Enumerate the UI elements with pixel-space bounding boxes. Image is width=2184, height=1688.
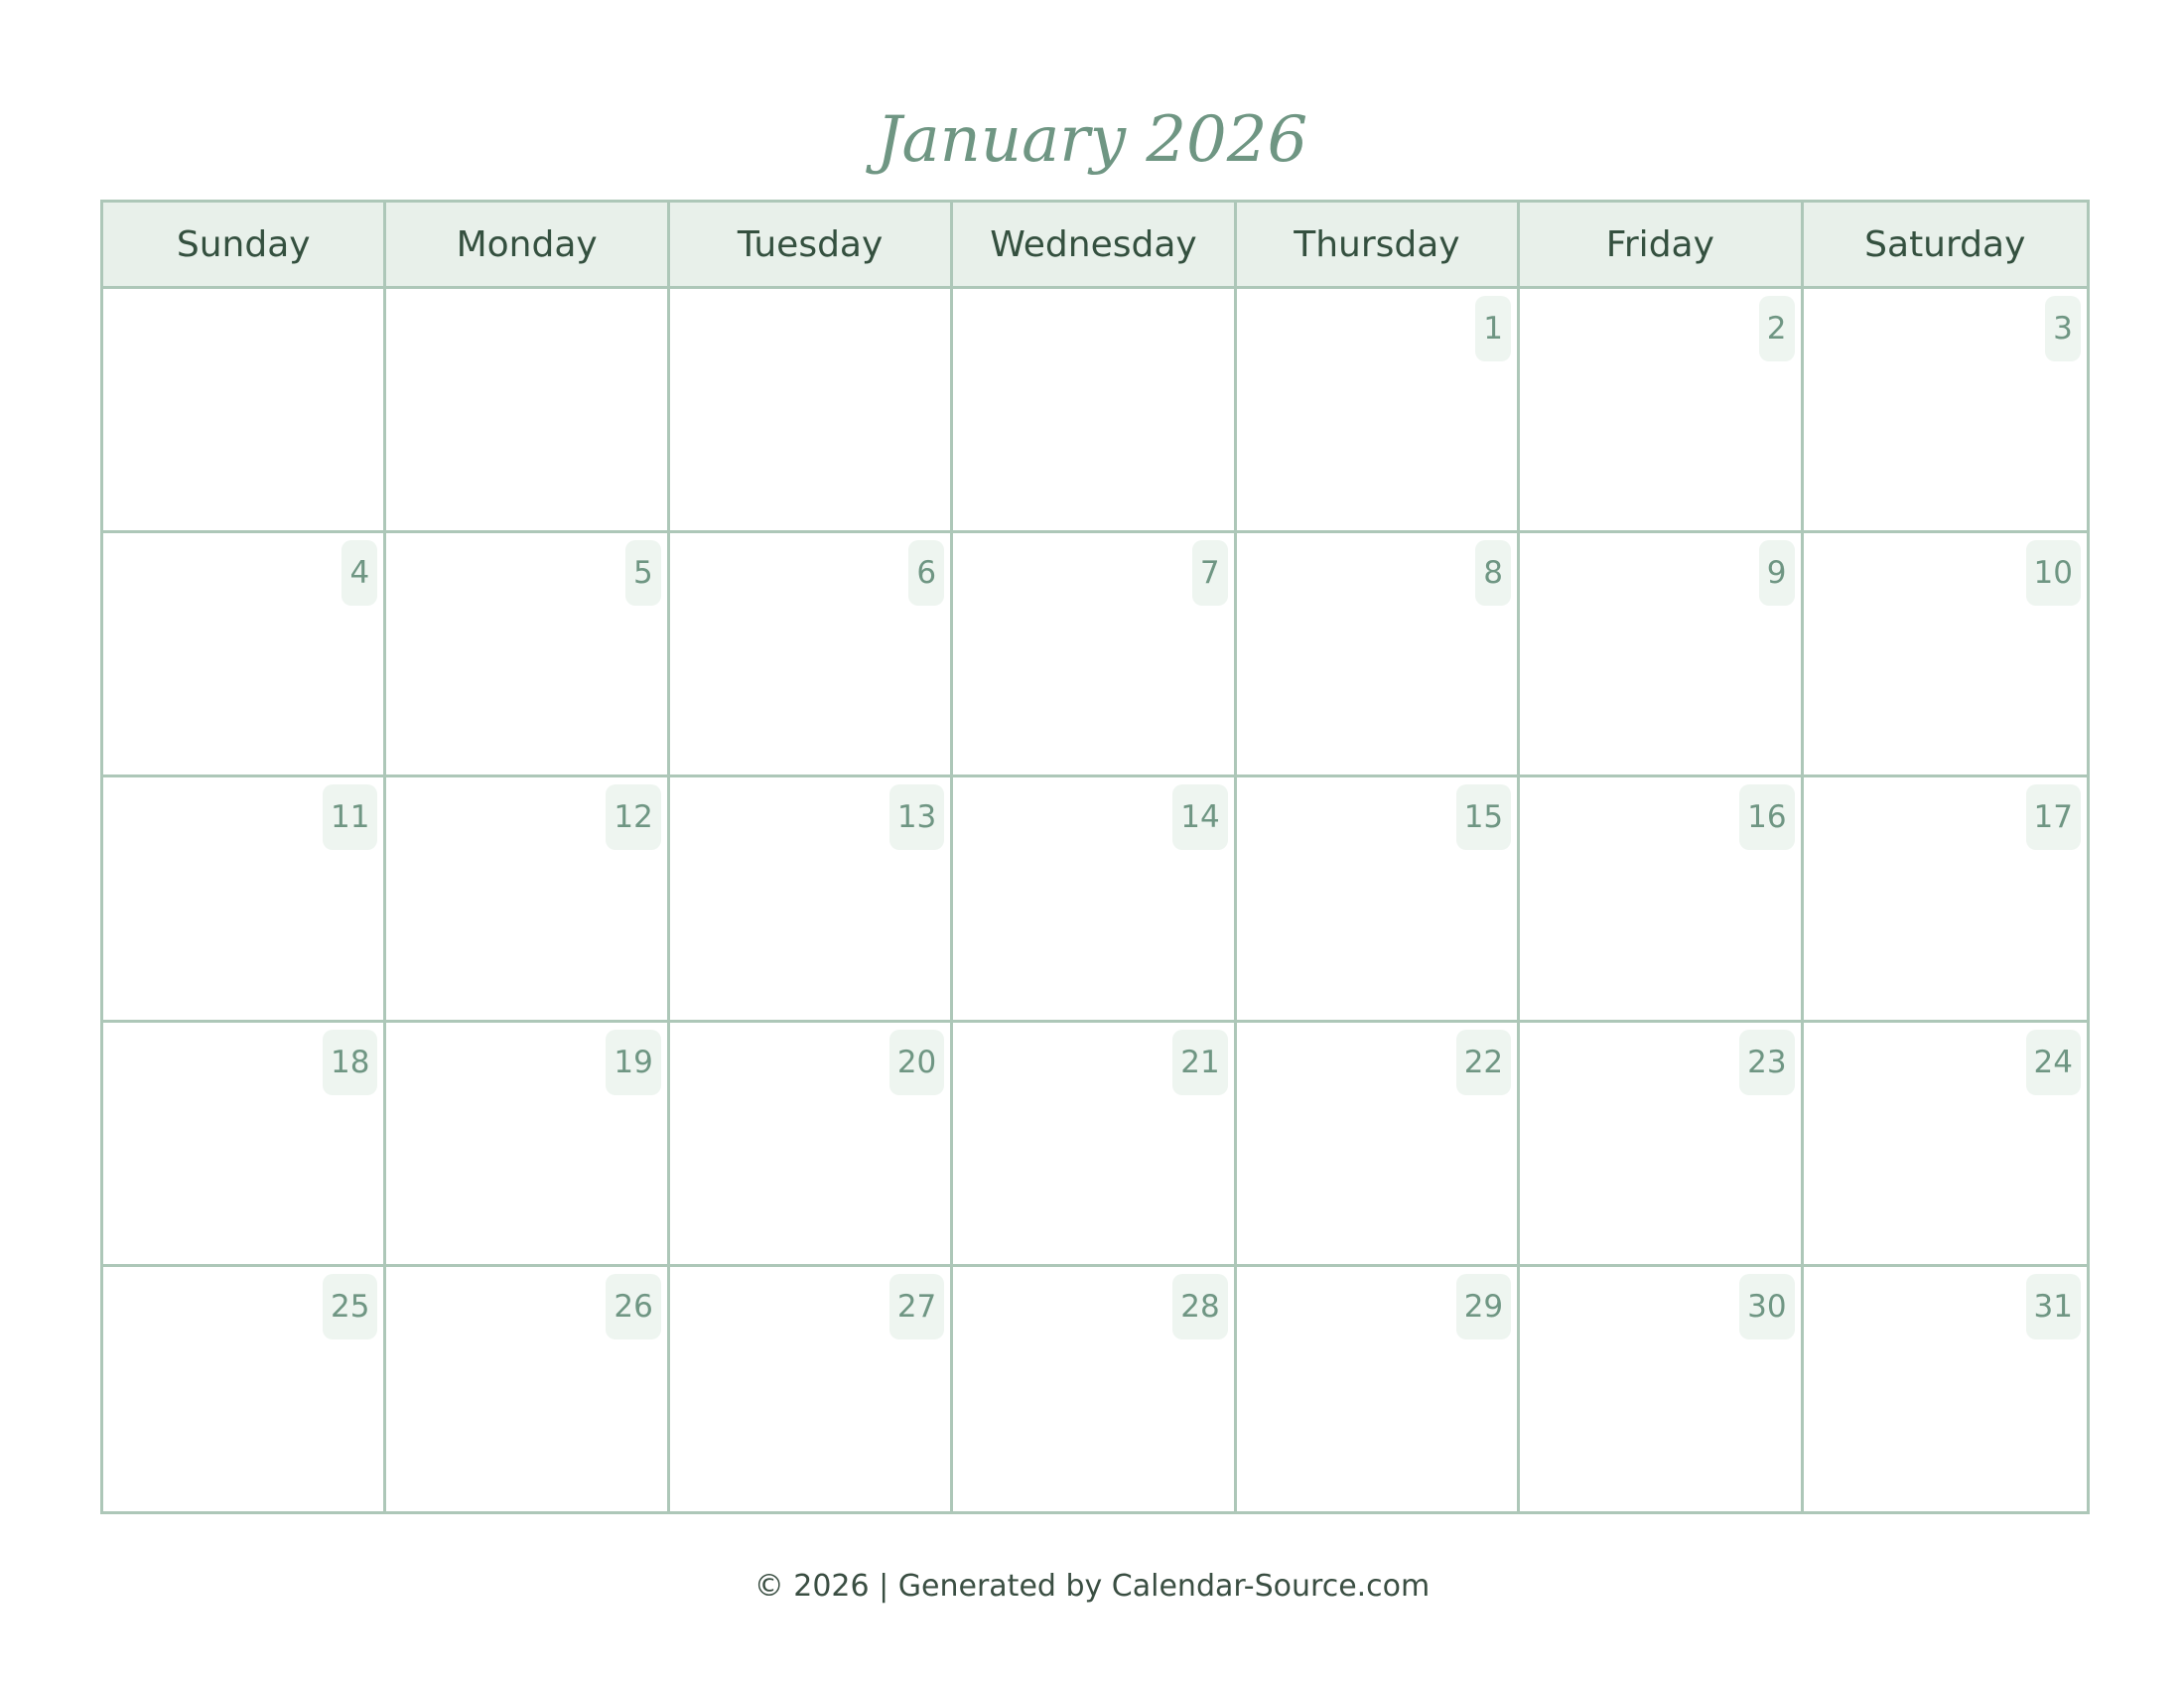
day-cell (1804, 777, 2087, 1022)
day-cell (953, 289, 1236, 533)
day-number: 7 (1192, 540, 1228, 606)
day-number: 16 (1739, 784, 1794, 850)
day-number: 20 (889, 1030, 944, 1095)
day-number: 13 (889, 784, 944, 850)
day-cell (953, 1267, 1236, 1511)
day-cell (1520, 533, 1803, 777)
day-number: 17 (2026, 784, 2081, 850)
day-number: 11 (323, 784, 377, 850)
weekday-header-monday: Monday (386, 203, 669, 289)
day-number: 28 (1172, 1274, 1227, 1339)
day-cell (1520, 1023, 1803, 1267)
day-cell (103, 1023, 386, 1267)
day-number: 21 (1172, 1030, 1227, 1095)
day-number: 1 (1475, 296, 1511, 361)
day-number: 9 (1759, 540, 1795, 606)
calendar-title: January 2026 (876, 103, 1308, 177)
day-cell (103, 1267, 386, 1511)
day-cell (103, 777, 386, 1022)
day-number: 23 (1739, 1030, 1794, 1095)
day-number: 25 (323, 1274, 377, 1339)
day-number: 30 (1739, 1274, 1794, 1339)
day-cell (103, 533, 386, 777)
day-number: 19 (606, 1030, 660, 1095)
day-cell (670, 1023, 953, 1267)
weekday-header-tuesday: Tuesday (670, 203, 953, 289)
day-cell (103, 289, 386, 533)
weekday-header-wednesday: Wednesday (953, 203, 1236, 289)
day-cell (1804, 533, 2087, 777)
day-cell (953, 777, 1236, 1022)
day-cell (1237, 289, 1520, 533)
day-number: 4 (341, 540, 377, 606)
day-number: 29 (1456, 1274, 1511, 1339)
day-cell (1520, 1267, 1803, 1511)
day-cell (953, 533, 1236, 777)
day-number: 8 (1475, 540, 1511, 606)
day-number: 24 (2026, 1030, 2081, 1095)
day-number: 18 (323, 1030, 377, 1095)
day-number: 14 (1172, 784, 1227, 850)
day-cell (386, 1023, 669, 1267)
weekday-header-thursday: Thursday (1237, 203, 1520, 289)
day-cell (1237, 1267, 1520, 1511)
day-cell (1520, 777, 1803, 1022)
day-cell (1520, 289, 1803, 533)
day-cell (386, 1267, 669, 1511)
day-number: 5 (625, 540, 661, 606)
day-cell (386, 777, 669, 1022)
day-cell (1237, 1023, 1520, 1267)
day-cell (1237, 777, 1520, 1022)
day-number: 10 (2026, 540, 2081, 606)
day-cell (386, 289, 669, 533)
weekday-header-sunday: Sunday (103, 203, 386, 289)
day-number: 6 (908, 540, 944, 606)
day-cell (670, 1267, 953, 1511)
calendar-grid (100, 200, 2090, 1514)
day-cell (953, 1023, 1236, 1267)
weekday-header-saturday: Saturday (1804, 203, 2087, 289)
day-cell (670, 533, 953, 777)
weekday-header-friday: Friday (1520, 203, 1803, 289)
day-cell (1804, 289, 2087, 533)
day-number: 2 (1759, 296, 1795, 361)
day-cell (386, 533, 669, 777)
day-number: 12 (606, 784, 660, 850)
footer-credit: © 2026 | Generated by Calendar-Source.com (753, 1569, 1431, 1604)
day-number: 22 (1456, 1030, 1511, 1095)
day-number: 15 (1456, 784, 1511, 850)
day-cell (1804, 1023, 2087, 1267)
day-number: 26 (606, 1274, 660, 1339)
day-cell (1237, 533, 1520, 777)
day-cell (670, 289, 953, 533)
calendar-table (103, 203, 2087, 1511)
day-cell (1804, 1267, 2087, 1511)
day-number: 27 (889, 1274, 944, 1339)
day-number: 3 (2045, 296, 2081, 361)
day-cell (670, 777, 953, 1022)
day-number: 31 (2026, 1274, 2081, 1339)
